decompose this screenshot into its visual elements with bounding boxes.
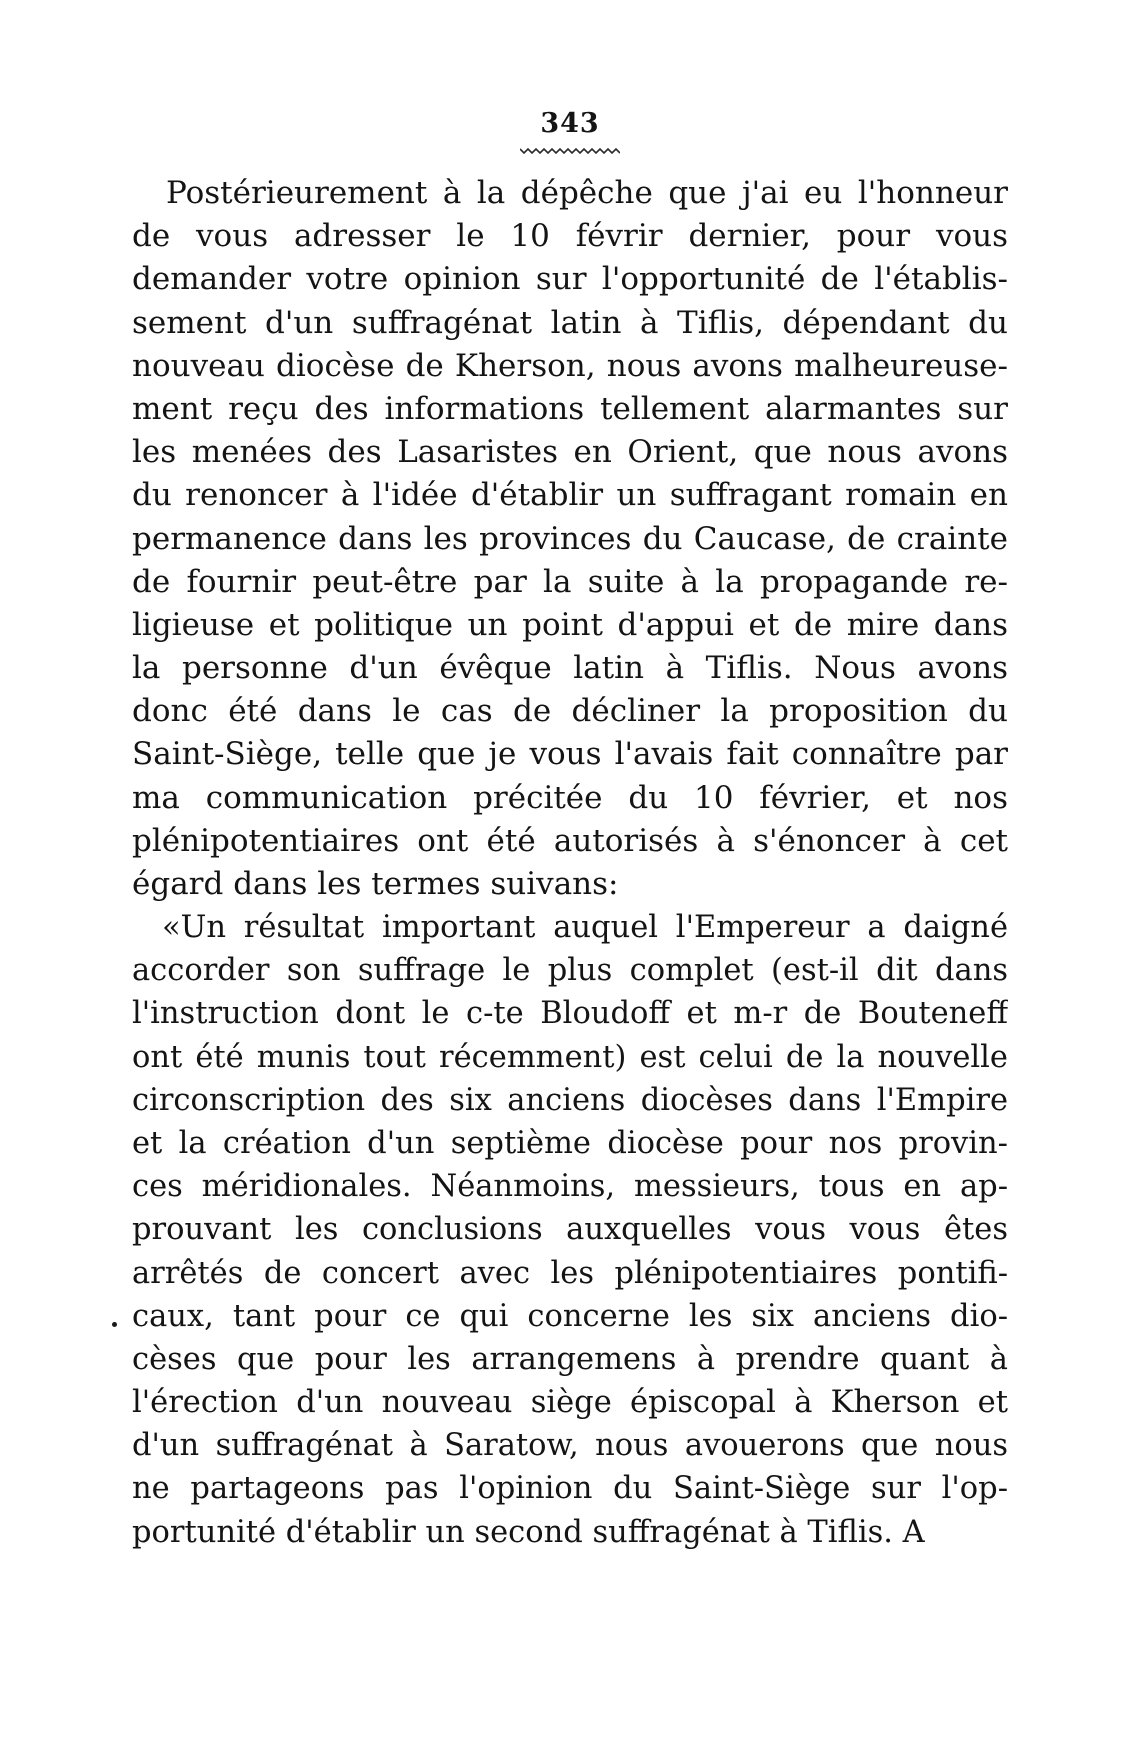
paragraph-1 [132, 172, 1008, 906]
text-line: et la création d'un septième diocèse pour nos provin- [132, 1125, 1008, 1161]
text-line: ment reçu des informations tellement alarmantes sur [132, 390, 1008, 427]
page-number: 343 [540, 108, 600, 139]
text-line: de vous adresser le 10 févrir dernier, pour vous [132, 218, 1008, 255]
text-line: sement d'un suffragénat latin à Tiflis, dépendant du [132, 304, 1008, 341]
text-line: donc été dans le cas de décliner la proposition du [132, 693, 1008, 730]
text-line: arrêtés de concert avec les plénipotentiaires pontifi- [132, 1255, 1008, 1291]
text-line: «Un résultat important auquel l'Empereur a daigné [162, 910, 1008, 945]
text-line: la personne d'un évêque latin à Tiflis. Nous avons [132, 650, 1008, 687]
text-line: ma communication précitée du 10 février, et nos [132, 779, 1008, 816]
text-line: ligieuse et politique un point d'appui et de mire dans [132, 606, 1008, 643]
text-line: égard dans les termes suivans: [132, 866, 619, 902]
text-line: caux, tant pour ce qui concerne les six anciens dio- [132, 1298, 1008, 1334]
text-line: ont été munis tout récemment) est celui de la nouvelle [132, 1039, 1008, 1075]
text-line: portunité d'établir un second suffragénat à Tiflis. A [132, 1514, 925, 1550]
text-line: de fournir peut-être par la suite à la propagande re- [132, 563, 1008, 600]
text-line: d'un suffragénat à Saratow, nous avouerons que nous [132, 1428, 1008, 1464]
text-line: les menées des Lasaristes en Orient, que nous avons [132, 434, 1008, 471]
text-line: demander votre opinion sur l'opportunité de l'établis- [132, 261, 1008, 298]
text-line: permanence dans les provinces du Caucase, de crainte [132, 520, 1008, 557]
text-line: circonscription des six anciens diocèses dans l'Empire [132, 1082, 1008, 1118]
margin-ink-speck [112, 1322, 117, 1327]
paragraph-2-quotation [132, 906, 1008, 1554]
text-line: ces méridionales. Néanmoins, messieurs, tous en ap- [132, 1169, 1008, 1205]
wavy-rule-ornament [520, 146, 620, 156]
text-line: du renoncer à l'idée d'établir un suffragant romain en [132, 477, 1008, 514]
text-line: l'instruction dont le c-te Bloudoff et m-r de Bouteneff [132, 996, 1008, 1032]
text-line: prouvant les conclusions auxquelles vous vous êtes [132, 1212, 1008, 1248]
text-line: cèses que pour les arrangemens à prendre quant à [132, 1341, 1008, 1377]
text-line: ne partageons pas l'opinion du Saint-Siège sur l'op- [132, 1471, 1008, 1507]
text-line: Postérieurement à la dépêche que j'ai eu l'honneur [166, 175, 1008, 211]
text-line: accorder son suffrage le plus complet (est-il dit dans [132, 953, 1008, 989]
text-line: plénipotentiaires ont été autorisés à s'énoncer à cet [132, 822, 1008, 859]
text-line: l'érection d'un nouveau siège épiscopal à Kherson et [132, 1385, 1008, 1421]
text-line: Saint-Siège, telle que je vous l'avais fait connaître par [132, 736, 1008, 773]
text-line: nouveau diocèse de Kherson, nous avons malheureuse- [132, 347, 1008, 384]
